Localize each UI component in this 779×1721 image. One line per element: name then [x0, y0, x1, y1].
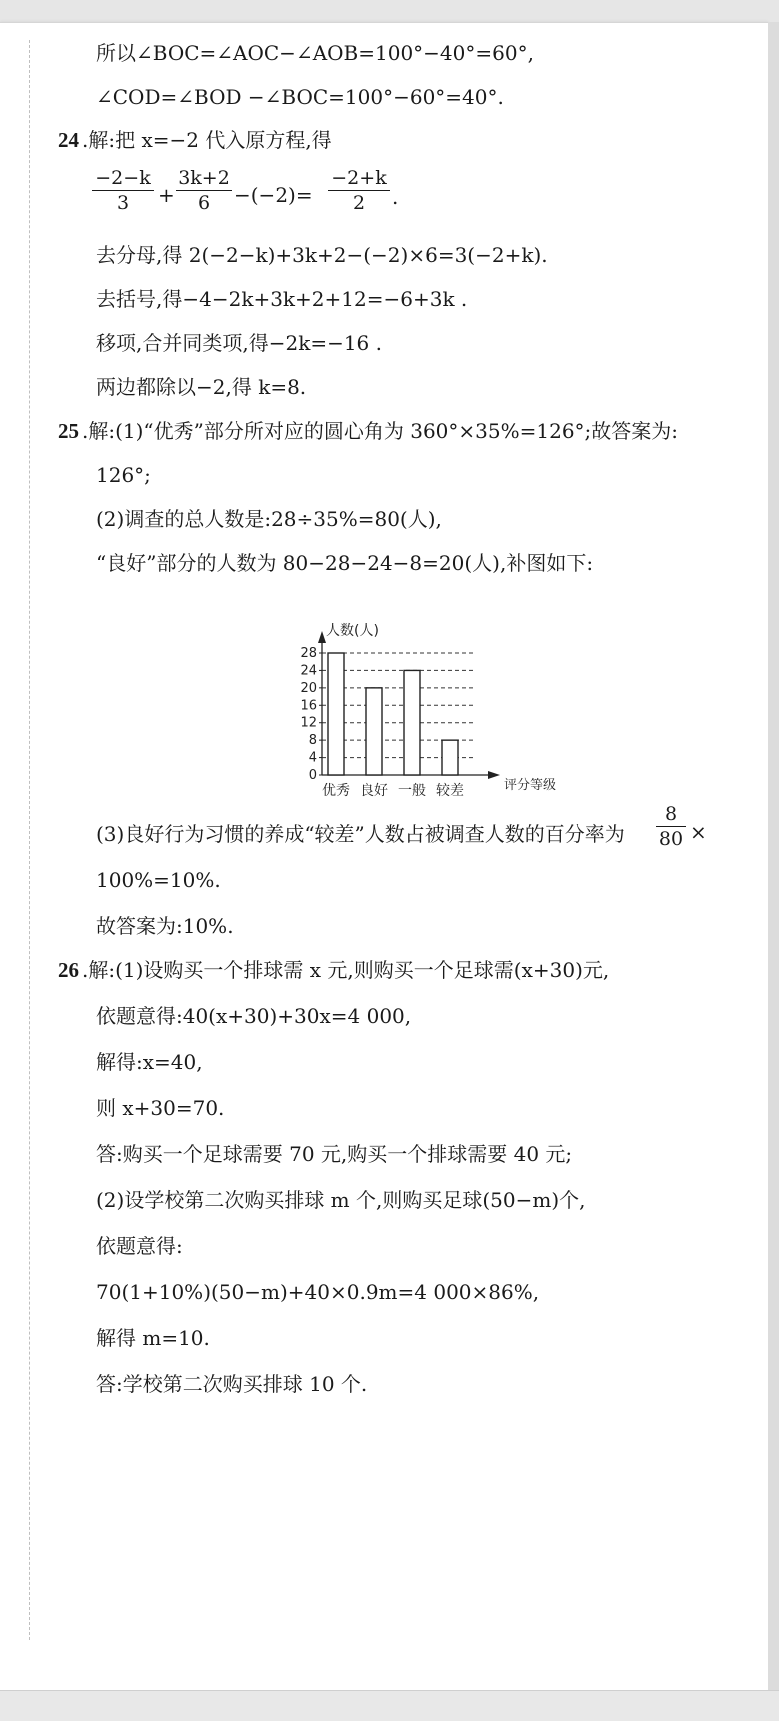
y-tick-label: 12	[300, 715, 317, 731]
operator: −(−2)=	[234, 183, 313, 207]
fraction-numerator: 3k+2	[178, 167, 230, 189]
text-line: 两边都除以−2,得 k=8.	[96, 375, 307, 399]
category-label: 较差	[436, 783, 464, 799]
bottom-bar	[0, 1690, 779, 1721]
text-line: .解:(1)设购买一个排球需 x 元,则购买一个足球需(x+30)元,	[82, 958, 610, 982]
category-label: 一般	[398, 783, 426, 799]
y-tick-label: 20	[300, 680, 317, 696]
y-axis-arrow	[318, 631, 326, 643]
operator: .	[392, 185, 399, 209]
text-line: 70(1+10%)(50−m)+40×0.9m=4 000×86%,	[96, 1280, 540, 1304]
fraction-denominator: 6	[197, 192, 211, 214]
operator: +	[158, 183, 175, 207]
x-axis-arrow	[488, 771, 500, 779]
bar	[366, 688, 382, 775]
category-label: 良好	[360, 783, 388, 799]
answer-page	[0, 22, 768, 1691]
operator: ×	[690, 820, 707, 844]
bar	[442, 740, 458, 775]
bar-chart	[290, 623, 557, 807]
text-line: ∠COD=∠BOD −∠BOC=100°−60°=40°.	[96, 85, 504, 109]
fraction-numerator: 8	[664, 803, 678, 825]
fraction-denominator: 80	[658, 828, 684, 850]
top-bar	[0, 0, 779, 23]
y-tick-label: 16	[300, 698, 317, 714]
fraction	[328, 166, 390, 215]
text-line: (3)良好行为习惯的养成“较差”人数占被调查人数的百分率为	[96, 822, 625, 846]
text-line: 答:学校第二次购买排球 10 个.	[96, 1372, 368, 1396]
y-axis-label: 人数(人)	[326, 623, 379, 639]
bar	[404, 670, 420, 775]
bar	[328, 653, 344, 775]
y-tick-label: 8	[308, 733, 317, 749]
text-line: .解:(1)“优秀”部分所对应的圆心角为 360°×35%=126°;故答案为:	[82, 419, 679, 443]
category-label: 优秀	[322, 783, 350, 799]
bar-chart-svg	[290, 623, 557, 803]
text-line: 答:购买一个足球需要 70 元,购买一个排球需要 40 元;	[96, 1142, 573, 1166]
text-line: 去括号,得−4−2k+3k+2+12=−6+3k .	[96, 287, 468, 311]
text-line: 解得:x=40,	[96, 1050, 203, 1074]
text-line: 所以∠BOC=∠AOC−∠AOB=100°−40°=60°,	[96, 41, 534, 65]
text-line: 故答案为:10%.	[96, 914, 234, 938]
text-line: 100%=10%.	[96, 868, 221, 892]
fraction-denominator: 2	[352, 192, 366, 214]
x-axis-label: 评分等级	[504, 778, 557, 793]
text-line: 去分母,得 2(−2−k)+3k+2−(−2)×6=3(−2+k).	[96, 243, 548, 267]
text-line: 解得 m=10.	[96, 1326, 210, 1350]
question-number-25: 25	[58, 419, 79, 443]
text-line: 126°;	[96, 463, 151, 487]
text-line: .解:把 x=−2 代入原方程,得	[82, 128, 332, 152]
text-line: (2)设学校第二次购买排球 m 个,则购买足球(50−m)个,	[96, 1188, 586, 1212]
fraction	[656, 802, 686, 851]
text-line: 则 x+30=70.	[96, 1096, 225, 1120]
page-right-edge	[768, 22, 779, 1690]
question-number-26: 26	[58, 958, 79, 982]
fraction-numerator: −2+k	[331, 167, 387, 189]
question-number-24: 24	[58, 128, 79, 152]
text-line: 依题意得:40(x+30)+30x=4 000,	[96, 1004, 412, 1028]
y-tick-label: 0	[308, 768, 317, 783]
fraction-numerator: −2−k	[95, 167, 151, 189]
fraction	[92, 166, 154, 215]
text-line: “良好”部分的人数为 80−28−24−8=20(人),补图如下:	[96, 551, 594, 575]
text-line: 依题意得:	[96, 1234, 183, 1258]
fraction	[176, 166, 232, 215]
fraction-denominator: 3	[116, 192, 130, 214]
text-line: (2)调查的总人数是:28÷35%=80(人),	[96, 507, 442, 531]
y-tick-label: 24	[300, 663, 317, 679]
y-tick-label: 4	[308, 750, 317, 766]
y-tick-label: 28	[300, 646, 317, 661]
text-line: 移项,合并同类项,得−2k=−16 .	[96, 331, 382, 355]
margin-rule	[29, 40, 30, 1640]
